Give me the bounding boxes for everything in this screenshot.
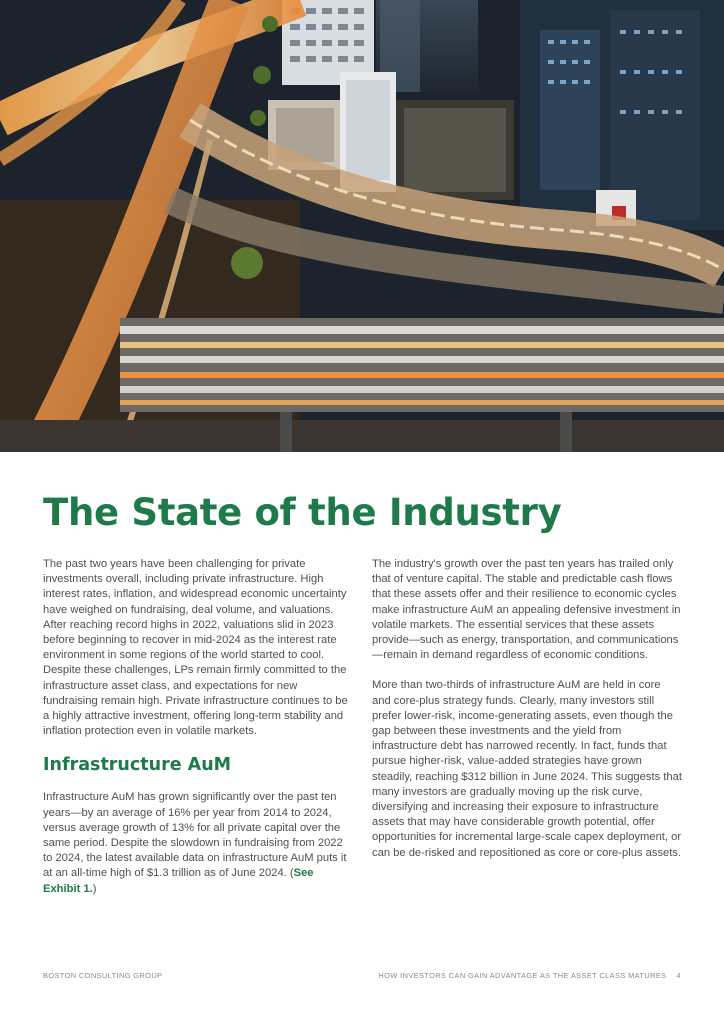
footer-report-title bbox=[378, 971, 681, 980]
footer-publisher: BOSTON CONSULTING GROUP bbox=[43, 971, 163, 980]
aum-paragraph-end: ) bbox=[92, 882, 97, 895]
page-title: The State of the Industry bbox=[43, 491, 562, 534]
city-highway-photo-icon bbox=[0, 0, 724, 452]
aum-paragraph bbox=[43, 790, 350, 896]
section-heading-infrastructure-aum: Infrastructure AuM bbox=[43, 755, 232, 776]
see-exhibit-1-link[interactable]: See Exhibit 1. bbox=[43, 867, 314, 895]
core-funds-paragraph: More than two-thirds of infrastructure AuM are held in core and core-plus strategy funds. Clearly, many investors still prefer lower-risk, income-generating assets, even though the gap between these investments and the yield from infrastructure debt has narrowed recently. In fact, funds that pursue higher-risk, value-added strategies have grown steadily, reaching $312 billion in June 2024. This suggests that many investors are gradually moving up the risk curve, diversifying and increasing their exposure to infrastructure assets that may have considerable growth potential, offer opportunities for incremental large-scale capex deployment, or can be de-risked and repositioned as core or core-plus assets. bbox=[372, 679, 682, 859]
intro-paragraph: The past two years have been challenging for private investments overall, including private infrastructure. High interest rates, inflation, and widespread economic uncertainty have weighed on fundraising, deal volume, and valuations. After reaching record highs in 2022, valuations slid in 2023 before beginning to recover in mid-2024 as the interest rate environment in some regions of the world started to cool. Despite these challenges, LPs remain firmly committed to the infrastructure asset class, and expectations for new fundraising remain high. Private infrastructure continues to be a highly attractive investment, offering long-term stability and inflation protection even in volatile markets. bbox=[43, 558, 348, 738]
aum-paragraph-text: Infrastructure AuM has grown significantly over the past ten years—by an average of 16% per year from 2014 to 2024, versus average growth of 13% for all private capital over the same period. Despite the slowdown in fundraising from 2022 to 2024, the latest available data on infrastructure AuM puts it at an all-time high of $1.3 trillion as of June 2024. ( bbox=[43, 791, 347, 880]
page-number: 4 bbox=[676, 971, 681, 980]
right-column bbox=[372, 557, 682, 876]
footer-report-title-text: HOW INVESTORS CAN GAIN ADVANTAGE AS THE ASSET CLASS MATURES bbox=[378, 971, 667, 980]
hero-photo bbox=[0, 0, 724, 452]
growth-paragraph: The industry's growth over the past ten years has trailed only that of venture capital. The stable and predictable cash flows that these assets offer and their resilience to economic cycles make infrastructure AuM an appealing defensive investment in volatile markets. The essential services that these assets provide—such as energy, transportation, and communications—remain in demand regardless of economic conditions. bbox=[372, 558, 681, 662]
left-column bbox=[43, 557, 350, 912]
page-footer bbox=[43, 971, 681, 985]
